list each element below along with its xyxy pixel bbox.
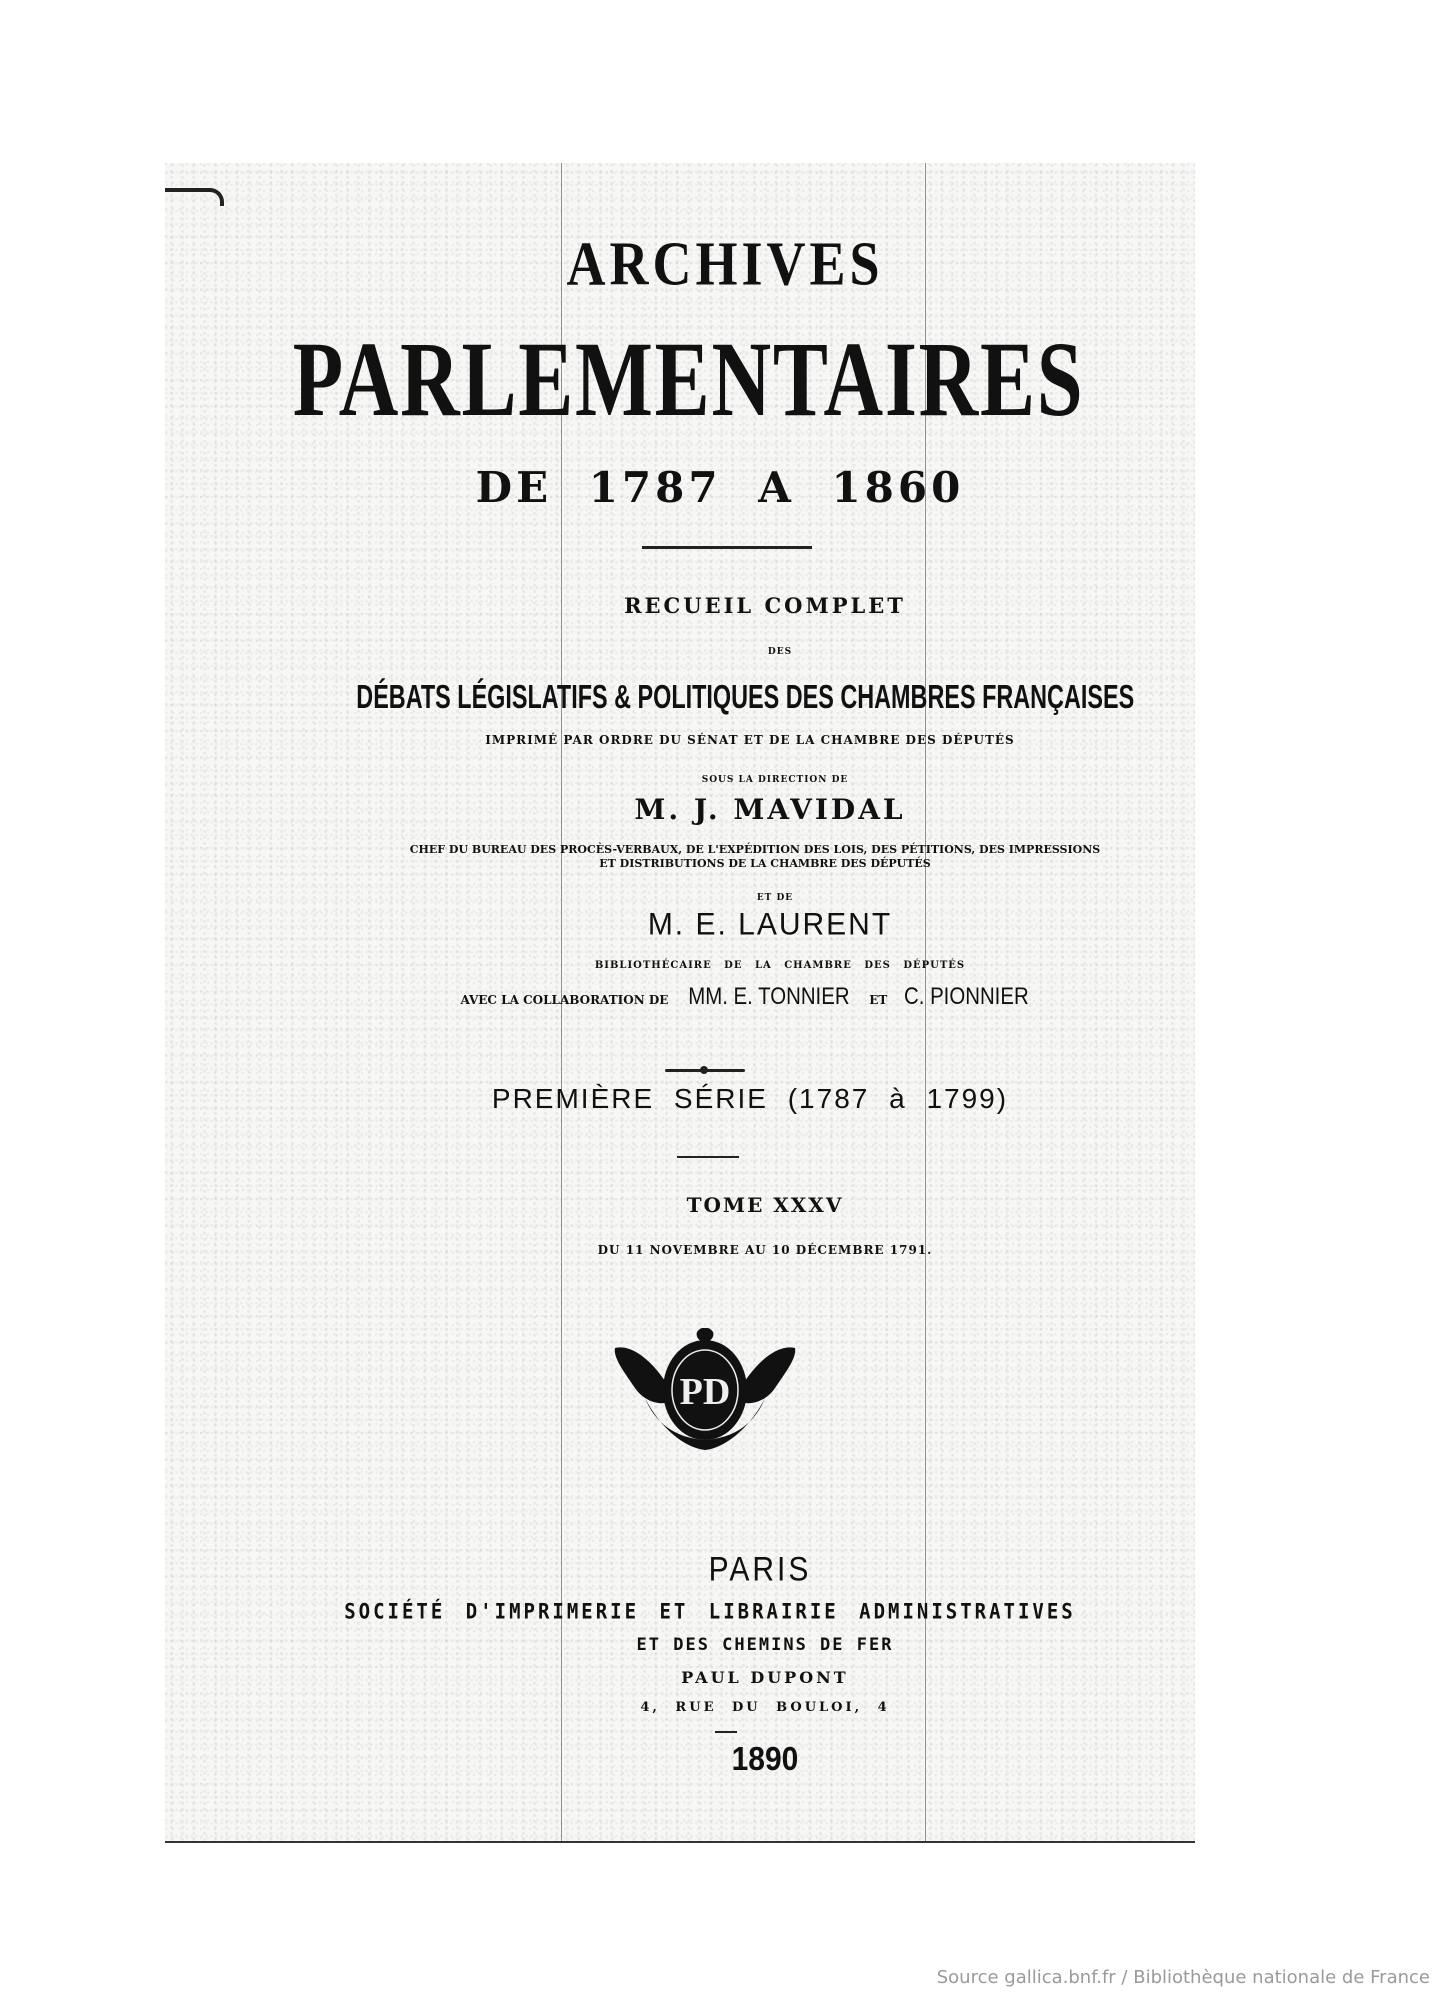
- collaborator-1: MM. E. TONNIER: [688, 983, 850, 1010]
- editor1-title-line1: CHEF DU BUREAU DES PROCÈS-VERBAUX, DE L'EXPÉDITION DES LOIS, DES PÉTITIONS, DES IMPRESSIONS: [409, 843, 1101, 856]
- title-parlementaires: PARLEMENTAIRES: [292, 318, 1085, 439]
- editor1-name: M. J. MAVIDAL: [634, 793, 906, 826]
- divider-rule-short: [677, 1156, 739, 1158]
- publication-year: 1890: [731, 1741, 799, 1778]
- source-credit: Source gallica.bnf.fr / Bibliothèque nationale de France: [936, 1967, 1430, 1988]
- debats-heading: DÉBATS LÉGISLATIFS & POLITIQUES DES CHAMBRES FRANÇAISES: [356, 679, 1135, 716]
- publisher-line1: SOCIÉTÉ D'IMPRIMERIE ET LIBRAIRIE ADMINISTRATIVES: [344, 1599, 1076, 1625]
- publisher-name: PAUL DUPONT: [681, 1668, 849, 1687]
- serie-heading: PREMIÈRE SÉRIE (1787 à 1799): [491, 1083, 1009, 1114]
- title-years: DE 1787 A 1860: [475, 463, 965, 512]
- des-label: DES: [767, 647, 793, 657]
- tome-number: TOME XXXV: [686, 1193, 844, 1217]
- editor1-title-line2: ET DISTRIBUTIONS DE LA CHAMBRE DES DÉPUTÉS: [599, 857, 931, 870]
- collaborator-2: C. PIONNIER: [903, 983, 1029, 1010]
- svg-text:PD: PD: [679, 1371, 731, 1413]
- publisher-line2: ET DES CHEMINS DE FER: [636, 1635, 894, 1655]
- publisher-emblem-icon: [605, 1328, 805, 1458]
- title-archives: ARCHIVES: [566, 229, 884, 299]
- editor2-title: BIBLIOTHÉCAIRE DE LA CHAMBRE DES DÉPUTÉS: [594, 960, 966, 971]
- sous-direction-label: SOUS LA DIRECTION DE: [701, 775, 849, 785]
- collaboration-prefix: AVEC LA COLLABORATION DE: [460, 993, 669, 1007]
- date-range: DU 11 NOVEMBRE AU 10 DÉCEMBRE 1791.: [597, 1243, 933, 1257]
- divider-rule: [642, 546, 812, 549]
- scanned-title-page: [165, 163, 1195, 1843]
- collaboration-et: ET: [869, 993, 888, 1007]
- imprime-line: IMPRIMÉ PAR ORDRE DU SÉNAT ET DE LA CHAMBRE DES DÉPUTÉS: [485, 733, 1015, 747]
- et-de-label: ET DE: [756, 893, 794, 903]
- ornamental-divider: [645, 1066, 765, 1074]
- publisher-address: 4, RUE DU BOULOI, 4: [640, 1700, 890, 1715]
- editor2-name: M. E. LAURENT: [647, 907, 893, 942]
- publisher-city: PARIS: [708, 1550, 812, 1589]
- subtitle-recueil: RECUEIL COMPLET: [624, 593, 906, 618]
- corner-bracket-mark: [165, 188, 224, 206]
- divider-rule-tiny: [715, 1731, 737, 1733]
- collaboration-line: [165, 983, 1195, 1011]
- page-bottom-rule: [165, 1841, 1195, 1843]
